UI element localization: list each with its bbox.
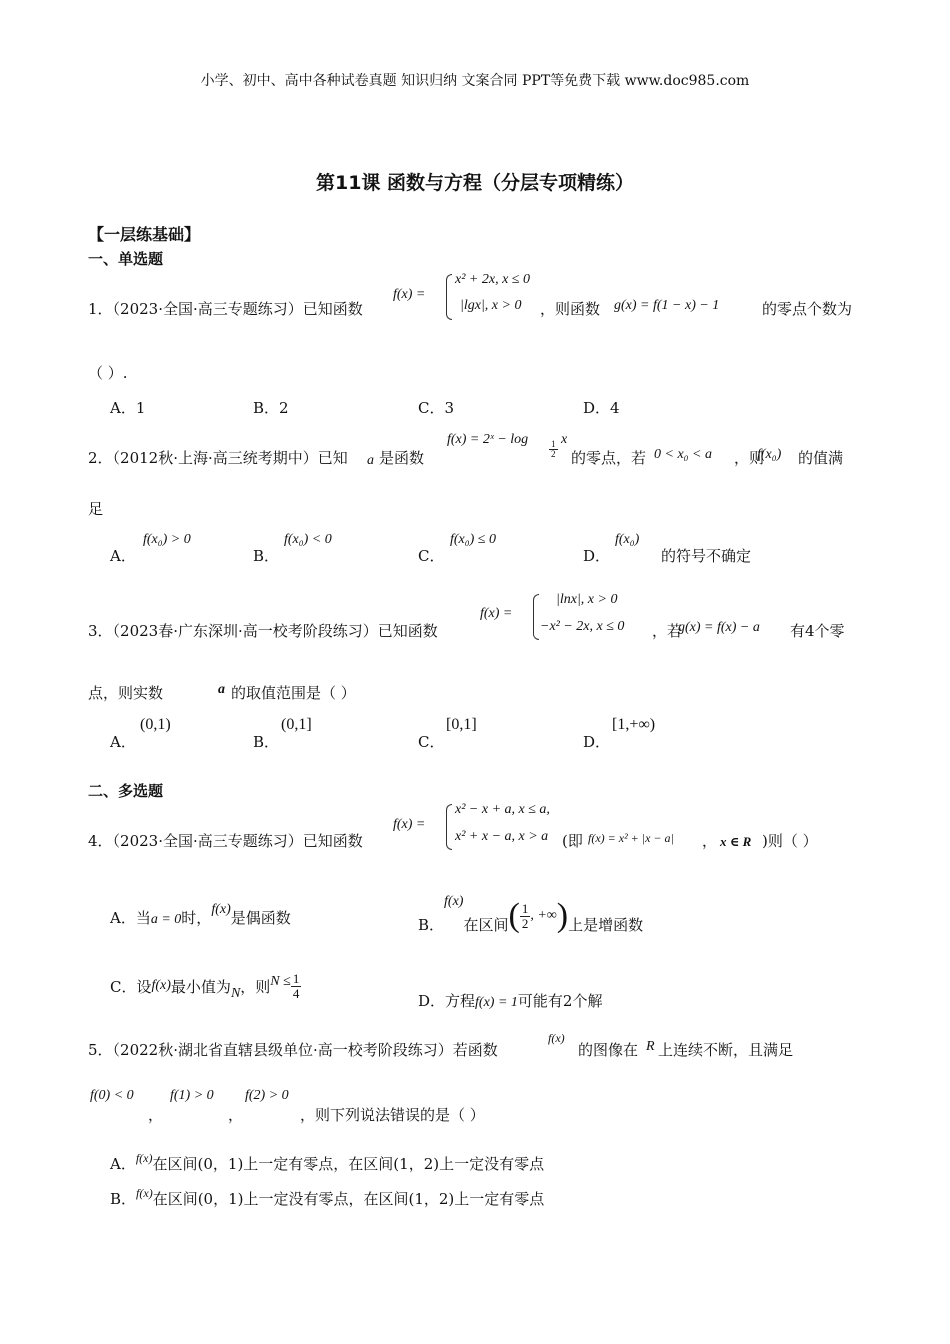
q4-option-a[interactable]: [110, 902, 291, 928]
q3-cont: 点，则实数: [88, 684, 164, 702]
q3-option-b[interactable]: (0,1]: [281, 716, 312, 733]
q4-b-fx: f(x): [444, 894, 464, 909]
q5-fx: f(x): [548, 1031, 565, 1045]
q4-c-num: 1: [292, 971, 300, 986]
q2-fx: f(x) = 2ˣ − log: [447, 432, 529, 447]
q5-b-pre: B．: [110, 1190, 137, 1208]
q2-cond: 0 < x₀ < a: [654, 447, 712, 462]
q5-b-post: 在区间(0，1)上一定没有零点，在区间(1，2)上一定有零点: [152, 1190, 545, 1208]
page-title: 第11课 函数与方程（分层专项精练）: [315, 172, 635, 194]
q3-option-c-label[interactable]: C．: [418, 733, 445, 751]
q3-case-1: |lnx|, x > 0: [556, 592, 618, 607]
q3-option-d-label[interactable]: D．: [583, 733, 611, 751]
q4-b-frac: [520, 902, 531, 930]
q3-case-2: −x² − 2x, x ≤ 0: [540, 619, 625, 634]
q3-stem: 3．（2023春·广东深圳·高一校考阶段练习）已知函数: [88, 622, 438, 640]
q4-b-inf: , +∞: [530, 908, 557, 923]
q4-b-den: 2: [521, 915, 529, 931]
q4-note-math: f(x) = x² + |x − a|: [588, 831, 674, 845]
q3-fx: f(x) =: [480, 606, 513, 621]
q4-a-math: a = 0: [150, 912, 182, 927]
q2-fx0: f(x₀): [757, 447, 782, 462]
q4-brace: [446, 804, 452, 850]
q1-option-d[interactable]: D．4: [583, 399, 620, 417]
q4-b-num: 1: [521, 900, 529, 916]
q2-option-d[interactable]: f(x₀): [615, 532, 640, 547]
q1-fx: f(x) =: [393, 287, 426, 302]
q2-then: ，则: [734, 449, 765, 467]
q4-c-le: N ≤: [270, 974, 291, 990]
q2-is: 是函数: [379, 449, 425, 467]
q4-a-pre: A．当: [110, 909, 151, 927]
q2-val: 的值满: [798, 449, 844, 467]
q5-b-fx: f(x): [136, 1186, 153, 1200]
q3-cont2: 的取值范围是（ ）: [231, 684, 356, 702]
q4-note-post: ，: [702, 832, 718, 850]
q2-option-c[interactable]: f(x₀) ≤ 0: [450, 532, 496, 547]
q3-option-a[interactable]: (0,1): [140, 716, 171, 733]
section-multiple-choice: 二、多选题: [88, 782, 164, 800]
q5-stem: 5．（2022秋·湖北省直辖县级单位·高一校考阶段练习）若函数: [88, 1041, 498, 1059]
q5-comma-2: ，: [228, 1106, 244, 1124]
q4-option-b[interactable]: [418, 887, 644, 934]
q2-log-base: [549, 440, 558, 460]
q4-d-post: 可能有2个解: [517, 992, 603, 1010]
q4-c-n: N: [230, 986, 241, 1002]
q1-option-c[interactable]: C．3: [418, 399, 455, 417]
layer-heading: 【一层练基础】: [88, 225, 201, 244]
q1-gx: g(x) = f(1 − x) − 1: [614, 298, 720, 313]
q4-d-pre: D．方程: [418, 992, 476, 1010]
q2-cont: 足: [88, 500, 104, 518]
q3-a: a: [218, 682, 225, 697]
q4-fx: f(x) =: [393, 817, 426, 832]
q2-option-d-label[interactable]: D．: [583, 547, 611, 565]
q5-a-post: 在区间(0，1)上一定有零点，在区间(1，2)上一定没有零点: [152, 1155, 545, 1173]
q2-stem: 2．（2012秋·上海·高三统考期中）已知: [88, 449, 348, 467]
q5-mid: 的图像在: [578, 1041, 639, 1059]
q3-brace: [533, 594, 539, 640]
q4-c-den: 4: [292, 985, 300, 1001]
q5-comma-1: ，: [148, 1106, 164, 1124]
q2-option-a-label[interactable]: A．: [110, 547, 136, 565]
q2-option-b[interactable]: f(x₀) < 0: [284, 532, 332, 547]
q4-then: )则（ ）: [762, 832, 818, 850]
q4-c-frac: [291, 972, 302, 1000]
q4-c-mid: 最小值为: [170, 977, 231, 996]
q4-note-pre: (即: [562, 832, 583, 850]
q1-stem: 1．（2023·全国·高三专题练习）已知函数: [88, 300, 363, 318]
q5-a-fx: f(x): [135, 1151, 153, 1165]
q3-mid: ，若: [652, 622, 683, 640]
q1-case-1: x² + 2x, x ≤ 0: [455, 272, 530, 287]
q3-option-a-label[interactable]: A．: [110, 733, 136, 751]
q2-option-d-tail: 的符号不确定: [661, 547, 752, 565]
q4-d-math: f(x) = 1: [475, 995, 518, 1010]
section-single-choice: 一、单选题: [88, 250, 164, 268]
q1-brace: [446, 274, 452, 320]
q4-xr: x ∈ R: [720, 834, 752, 849]
q5-option-b[interactable]: [110, 1188, 544, 1209]
q2-base-num: 1: [551, 439, 556, 449]
q3-gx: g(x) = f(x) − a: [678, 620, 760, 635]
q5-cond-1: f(0) < 0: [90, 1088, 134, 1103]
q5-post: 上连续不断，且满足: [658, 1041, 794, 1059]
q4-stem: 4．（2023·全国·高三专题练习）已知函数: [88, 832, 363, 850]
q1-case-2: |lgx|, x > 0: [460, 298, 522, 313]
q5-option-a[interactable]: [110, 1153, 544, 1174]
q1-mid: ，则函数: [540, 300, 601, 318]
q5-r: R: [646, 1039, 655, 1054]
q2-zero-text: 的零点，若: [571, 449, 647, 467]
q2-option-a[interactable]: f(x₀) > 0: [143, 532, 191, 547]
q4-c-then: ，则: [240, 977, 271, 996]
q4-a-fx: f(x): [211, 902, 231, 917]
q4-b-rparen: ): [556, 897, 569, 934]
q4-b-mid: 在区间: [463, 915, 509, 934]
q1-option-a[interactable]: A．1: [110, 399, 146, 417]
q5-a-pre: A．: [110, 1155, 136, 1173]
q4-c-pre: C．设: [110, 977, 152, 996]
q2-a: a: [367, 453, 374, 468]
q3-post: 有4个零: [790, 622, 845, 640]
q3-option-c[interactable]: [0,1]: [446, 716, 477, 733]
q2-base-den: 2: [551, 449, 556, 460]
q4-case-2: x² + x − a, x > a: [455, 829, 549, 844]
q4-option-d[interactable]: [418, 990, 602, 1011]
q5-tail: ，则下列说法错误的是（ ）: [300, 1106, 485, 1124]
page-header: 小学、初中、高中各种试卷真题 知识归纳 文案合同 PPT等免费下载 www.doc985.com: [200, 73, 750, 89]
q1-post: 的零点个数为: [762, 300, 853, 318]
q3-option-d[interactable]: [1,+∞): [612, 716, 656, 733]
q3-option-b-label[interactable]: B．: [253, 733, 280, 751]
q5-cond-3: f(2) > 0: [245, 1088, 289, 1103]
q5-cond-2: f(1) > 0: [170, 1088, 214, 1103]
q4-b-pre: B．: [418, 915, 445, 934]
q1-option-b[interactable]: B．2: [253, 399, 289, 417]
q2-option-b-label[interactable]: B．: [253, 547, 280, 565]
q4-case-1: x² − x + a, x ≤ a,: [455, 802, 550, 817]
q4-a-mid: 时，: [181, 909, 212, 927]
q2-x: x: [561, 432, 568, 447]
q4-option-c[interactable]: [110, 972, 301, 1000]
q4-b-lparen: (: [508, 897, 520, 934]
q4-b-post: 上是增函数: [568, 915, 644, 934]
q2-option-c-label[interactable]: C．: [418, 547, 445, 565]
q1-paren: （ ）.: [88, 364, 128, 382]
q4-a-post: 是偶函数: [230, 909, 291, 927]
q4-c-fx: f(x): [151, 978, 171, 994]
